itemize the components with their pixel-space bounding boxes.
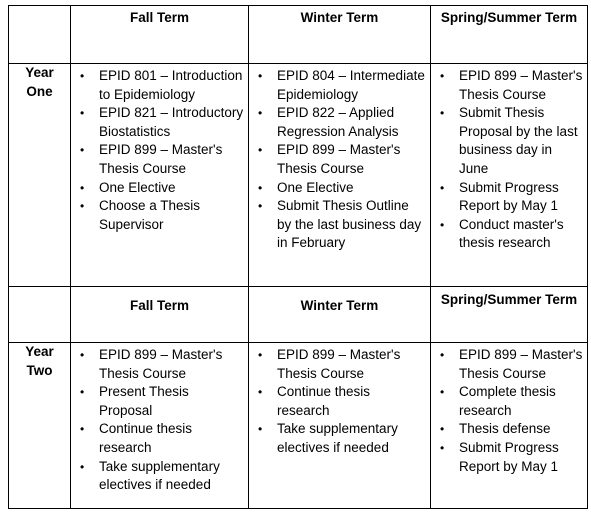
list-item bbox=[435, 420, 583, 439]
bullet-icon: • bbox=[258, 180, 263, 195]
list-item-text: EPID 821 – Introductory Biostatistics bbox=[99, 105, 244, 139]
list-item bbox=[253, 197, 426, 253]
year-two-header-row bbox=[9, 287, 588, 343]
list-item-text: Continue thesis research bbox=[99, 421, 193, 455]
year-two-spring-cell bbox=[431, 343, 588, 509]
year-one-spring-header bbox=[431, 6, 588, 64]
list-item-text: Complete thesis research bbox=[459, 384, 556, 418]
year-two-fall-cell bbox=[71, 343, 249, 509]
year-two-winter-header bbox=[249, 287, 431, 343]
bullet-icon: • bbox=[258, 106, 263, 121]
year-two-winter-list bbox=[249, 343, 430, 458]
list-item-text: Take supplementary electives if needed bbox=[99, 458, 220, 493]
year-one-winter-cell bbox=[249, 64, 431, 287]
bullet-icon: • bbox=[440, 385, 445, 400]
list-item bbox=[75, 179, 244, 198]
bullet-icon: • bbox=[440, 106, 445, 121]
year-two-label-line2: Two bbox=[26, 362, 53, 378]
list-item bbox=[75, 458, 244, 495]
bullet-icon: • bbox=[80, 106, 85, 121]
list-item bbox=[435, 104, 583, 178]
list-item-text: Submit Progress Report by May 1 bbox=[459, 439, 559, 474]
list-item bbox=[75, 104, 244, 141]
list-item bbox=[75, 383, 244, 420]
list-item bbox=[253, 179, 426, 198]
bullet-icon: • bbox=[258, 422, 263, 437]
year-two-spring-list bbox=[431, 343, 587, 476]
bullet-icon: • bbox=[80, 385, 85, 400]
list-item-text: EPID 899 – Master's Thesis Course bbox=[99, 142, 223, 176]
spring-summer-term-heading: Spring/Summer Term bbox=[440, 10, 578, 25]
list-item bbox=[435, 179, 583, 216]
program-timeline-table bbox=[8, 5, 588, 509]
list-item-text: Continue thesis research bbox=[277, 384, 371, 418]
list-item-text: EPID 801 – Introduction to Epidemiology bbox=[99, 68, 243, 102]
year-one-corner-cell bbox=[9, 6, 71, 64]
bullet-icon: • bbox=[80, 143, 85, 158]
year-one-fall-header bbox=[71, 6, 249, 64]
year-one-spring-list bbox=[431, 64, 587, 253]
list-item bbox=[253, 104, 426, 141]
list-item-text: EPID 899 – Master's Thesis Course bbox=[277, 142, 401, 176]
year-two-label-line1: Year bbox=[25, 344, 54, 359]
fall-term-heading: Fall Term bbox=[129, 10, 190, 25]
list-item bbox=[253, 141, 426, 178]
year-one-label-cell bbox=[9, 64, 71, 287]
list-item bbox=[435, 216, 583, 253]
year-one-row bbox=[9, 64, 588, 287]
list-item bbox=[435, 439, 583, 476]
list-item bbox=[435, 346, 583, 383]
bullet-icon: • bbox=[440, 440, 445, 455]
year-one-winter-list bbox=[249, 64, 430, 253]
fall-term-heading: Fall Term bbox=[129, 298, 190, 313]
list-item bbox=[75, 197, 244, 234]
year-one-label-line1: Year bbox=[25, 65, 54, 80]
bullet-icon: • bbox=[440, 69, 445, 83]
list-item-text: Conduct master's thesis research bbox=[459, 216, 564, 251]
list-item-text: Present Thesis Proposal bbox=[99, 384, 189, 418]
bullet-icon: • bbox=[258, 143, 263, 158]
list-item-text: Thesis defense bbox=[459, 421, 551, 437]
list-item-text: EPID 899 – Master's Thesis Course bbox=[459, 68, 583, 102]
bullet-icon: • bbox=[440, 217, 445, 232]
year-two-corner-cell bbox=[9, 287, 71, 343]
year-two-fall-header bbox=[71, 287, 249, 343]
bullet-icon: • bbox=[258, 199, 263, 214]
bullet-icon: • bbox=[80, 348, 85, 362]
list-item bbox=[435, 67, 583, 104]
year-two-fall-list bbox=[71, 343, 248, 495]
bullet-icon: • bbox=[80, 459, 85, 474]
list-item bbox=[253, 67, 426, 104]
list-item-text: Submit Thesis Proposal by the last business day in June bbox=[459, 105, 578, 176]
year-one-label-line2: One bbox=[26, 83, 53, 99]
list-item bbox=[253, 420, 426, 457]
list-item-text: EPID 899 – Master's Thesis Course bbox=[99, 347, 223, 381]
year-two-spring-header bbox=[431, 287, 588, 343]
spring-summer-term-heading: Spring/Summer Term bbox=[440, 292, 578, 307]
list-item bbox=[75, 346, 244, 383]
bullet-icon: • bbox=[440, 180, 445, 195]
year-one-fall-list bbox=[71, 64, 248, 234]
bullet-icon: • bbox=[80, 69, 85, 83]
bullet-icon: • bbox=[80, 422, 85, 437]
bullet-icon: • bbox=[258, 69, 263, 83]
bullet-icon: • bbox=[80, 199, 85, 214]
list-item-text: EPID 899 – Master's Thesis Course bbox=[459, 347, 583, 381]
list-item bbox=[75, 141, 244, 178]
list-item-text: One Elective bbox=[99, 179, 176, 195]
list-item-text: EPID 804 – Intermediate Epidemiology bbox=[277, 68, 425, 102]
year-one-spring-cell bbox=[431, 64, 588, 287]
list-item bbox=[253, 383, 426, 420]
winter-term-heading: Winter Term bbox=[300, 298, 379, 313]
year-two-label-cell bbox=[9, 343, 71, 509]
year-two-row bbox=[9, 343, 588, 509]
year-two-winter-cell bbox=[249, 343, 431, 509]
bullet-icon: • bbox=[258, 385, 263, 400]
list-item-text: One Elective bbox=[277, 179, 354, 195]
bullet-icon: • bbox=[258, 348, 263, 362]
year-one-winter-header bbox=[249, 6, 431, 64]
list-item-text: Submit Progress Report by May 1 bbox=[459, 179, 559, 214]
list-item bbox=[75, 420, 244, 457]
year-one-header-row bbox=[9, 6, 588, 64]
list-item bbox=[253, 346, 426, 383]
list-item-text: EPID 822 – Applied Regression Analysis bbox=[277, 105, 399, 139]
winter-term-heading: Winter Term bbox=[300, 10, 379, 25]
list-item-text: Submit Thesis Outline by the last business day in February bbox=[277, 198, 422, 251]
bullet-icon: • bbox=[440, 348, 445, 362]
list-item bbox=[435, 383, 583, 420]
list-item bbox=[75, 67, 244, 104]
bullet-icon: • bbox=[440, 422, 445, 437]
list-item-text: Take supplementary electives if needed bbox=[277, 421, 398, 455]
list-item-text: EPID 899 – Master's Thesis Course bbox=[277, 347, 401, 381]
bullet-icon: • bbox=[80, 180, 85, 195]
year-one-fall-cell bbox=[71, 64, 249, 287]
list-item-text: Choose a Thesis Supervisor bbox=[99, 198, 201, 232]
